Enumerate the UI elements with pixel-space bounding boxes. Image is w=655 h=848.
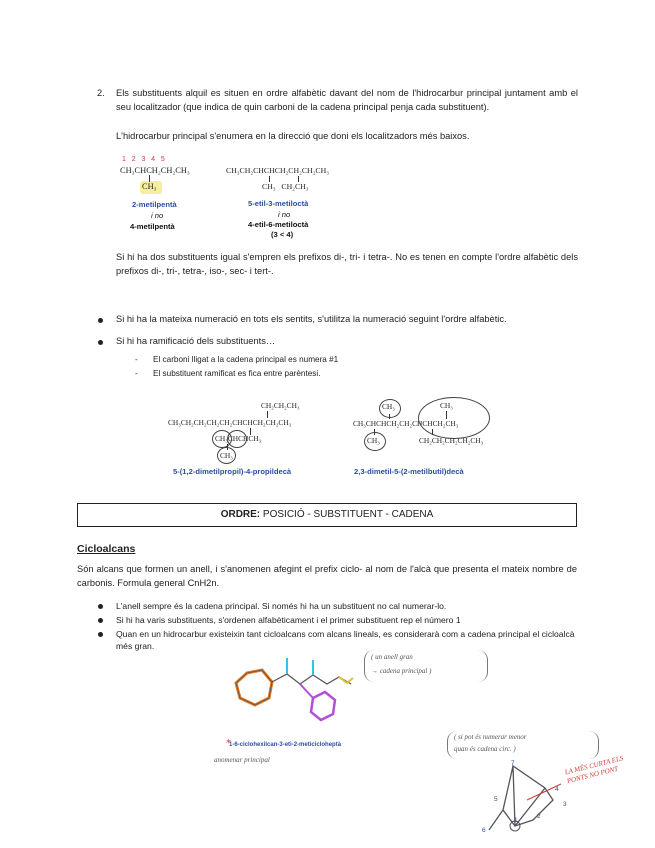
bullet-text-1: Si hi ha la mateixa numeració en tots els sentits, s'utilitza la numeració seguint l'ordre alfabètic. — [116, 314, 507, 324]
top-branch: CH₂CH₂CH₃ — [261, 401, 300, 410]
atom-number: 5 — [494, 796, 498, 803]
section-heading: Cicloalcans — [77, 543, 136, 555]
handwritten-note: quan és cadena circ. ) — [454, 745, 516, 753]
rule2-text2: L'hidrocarbur principal s'enumera en la direcció que doni els localitzadors més baixos. — [116, 131, 470, 141]
ciclo-bullet-2: Si hi ha varis substituents, s'ordenen alfabèticament i el primer substituent rep el número 1 — [116, 615, 461, 625]
bullet-text-2: Si hi ha ramificació dels substituents… — [116, 336, 276, 346]
name-blue: 2-metilpentà — [132, 200, 177, 209]
bond-line — [432, 429, 433, 435]
ordre-label: ORDRE: — [220, 509, 261, 520]
substituent-formula: CH₃ — [142, 182, 157, 191]
atom-number: 1 — [514, 817, 518, 824]
substituents: CH₃ CH₂CH₃ — [262, 182, 309, 191]
cicloalcans-intro: Són alcans que formen un anell, i s'anomenen afegint el prefix ciclo- al nom de l'alcà que presenta el mateix nombre de carbonis. Formula general CnH2n. — [77, 564, 577, 588]
compound-name: 5-(1,2-dimetilpropil)-4-propildecà — [173, 467, 292, 476]
bottom-formula: CH₃ — [220, 451, 233, 460]
handwritten-box — [364, 650, 488, 682]
ordre-box — [77, 503, 577, 527]
bullet-dot — [98, 340, 103, 345]
main-chain-formula: CH₃CH₂CH₂CH₂CH₂CHCHCH₂CH₂CH₃ — [168, 418, 292, 427]
hexane-ring — [311, 692, 335, 720]
comparison: (3 < 4) — [271, 230, 294, 239]
cyclo-structure-figure — [225, 650, 365, 750]
name-black: 4-metilpentà — [130, 222, 175, 231]
example-4 — [352, 399, 502, 484]
bullet-dot — [98, 318, 103, 323]
example-3 — [168, 399, 348, 484]
compound-name: 2,3-dimetil-5-(2-metilbutil)decà — [354, 467, 464, 476]
bond-line — [267, 411, 268, 418]
top-right-branch: CH₃ — [440, 401, 453, 410]
ciclo-bullet-3: Quan en un hidrocarbur existeixin tant cicloalcans com alcans lineals, es considerarà com a cadena principal el cicloalcà més gran. — [116, 629, 575, 651]
bullet-dot — [98, 618, 103, 623]
atom-number: 3 — [563, 801, 567, 808]
bond-line — [149, 175, 150, 182]
main-chain-formula: CH₃CHCHCH₂CH₂CHCHCH₂CH₃ — [353, 419, 459, 428]
purple-bond — [300, 684, 313, 698]
circle-marker — [217, 447, 236, 464]
bullet-dot — [98, 604, 103, 609]
example-2 — [226, 163, 366, 243]
figure-compound-name: 1-6-ciclohexilcan-3-eti-2-meticicloheptà — [229, 742, 342, 748]
sub-item-2: El substituent ramificat es fica entre parèntesi. — [153, 369, 321, 378]
main-chain-formula: CH₃CH₂CHCHCH₂CH₂CH₂CH₃ — [226, 166, 329, 175]
handwritten-note: → cadena principal ) — [371, 667, 432, 675]
circle-marker — [364, 432, 386, 451]
chain-bonds — [272, 674, 351, 684]
bullet-dot — [98, 632, 103, 637]
prefix-note: Si hi ha dos substituents igual s'empren els prefixos di-, tri- i tetra-. No es tenen en compte l'ordre alfabètic dels prefixos di-, tri-, tetra-, iso-, sec- i tert-. — [116, 252, 578, 276]
handwritten-note: ( un anell gran — [371, 653, 413, 661]
atom-number: 6 — [482, 827, 486, 834]
ordre-rest: POSICIÓ - SUBSTITUENT - CADENA — [260, 509, 434, 520]
bottom-left-branch: CH₃ — [367, 436, 380, 445]
main-chain-formula: CH₃CHCH₂CH₂CH₃ — [120, 166, 190, 175]
sub-dash: - — [135, 355, 138, 364]
bicycle-bonds — [489, 766, 553, 830]
circle-marker — [418, 397, 490, 439]
rule2-text: Els substituents alquil es situen en ordre alfabètic davant del nom de l'hidrocarbur principal juntament amb el seu localitzador (que indica de quin carboni de la cadena principal penja cada substituent). — [116, 88, 578, 112]
no-label: i no — [151, 211, 164, 220]
example-1 — [118, 156, 218, 236]
no-label: i no — [278, 210, 291, 219]
bottom-right-branch: CH₂CH₂CH₂CH₂CH₃ — [419, 436, 484, 445]
carbon-numbers: 1 2 3 4 5 — [122, 156, 165, 163]
circle-marker — [227, 430, 247, 448]
handwritten-note: ( si pot és numerar menor — [454, 733, 527, 741]
branch-formula: CH₃CHCHCH₃ — [215, 434, 262, 443]
handwritten-note: anomenar principal — [214, 756, 270, 764]
handwritten-box — [447, 731, 599, 759]
figure-red-marker: * — [226, 738, 231, 749]
atom-number: 4 — [555, 786, 559, 793]
rule-number: 2. — [97, 88, 105, 98]
sub-item-1: El carboni lligat a la cadena principal es numera #1 — [153, 355, 339, 364]
circle-marker — [379, 399, 401, 418]
atom-number: 7 — [511, 760, 515, 767]
sub-dash: - — [135, 369, 138, 378]
name-black: 4-etil-6-metiloctà — [248, 220, 309, 229]
bicyclic-structure — [475, 758, 570, 843]
name-blue: 5-etil-3-metiloctà — [248, 199, 309, 208]
ciclo-bullet-1: L'anell sempre és la cadena principal. Si només hi ha un substituent no cal numerar-lo. — [116, 601, 447, 611]
yellow-chain — [339, 677, 353, 683]
red-handwritten-note: LA MÉS CURTA ELS PONTS NO PONT — [563, 754, 625, 786]
atom-number: 2 — [537, 813, 541, 820]
top-left-branch: CH₃ — [382, 402, 395, 411]
